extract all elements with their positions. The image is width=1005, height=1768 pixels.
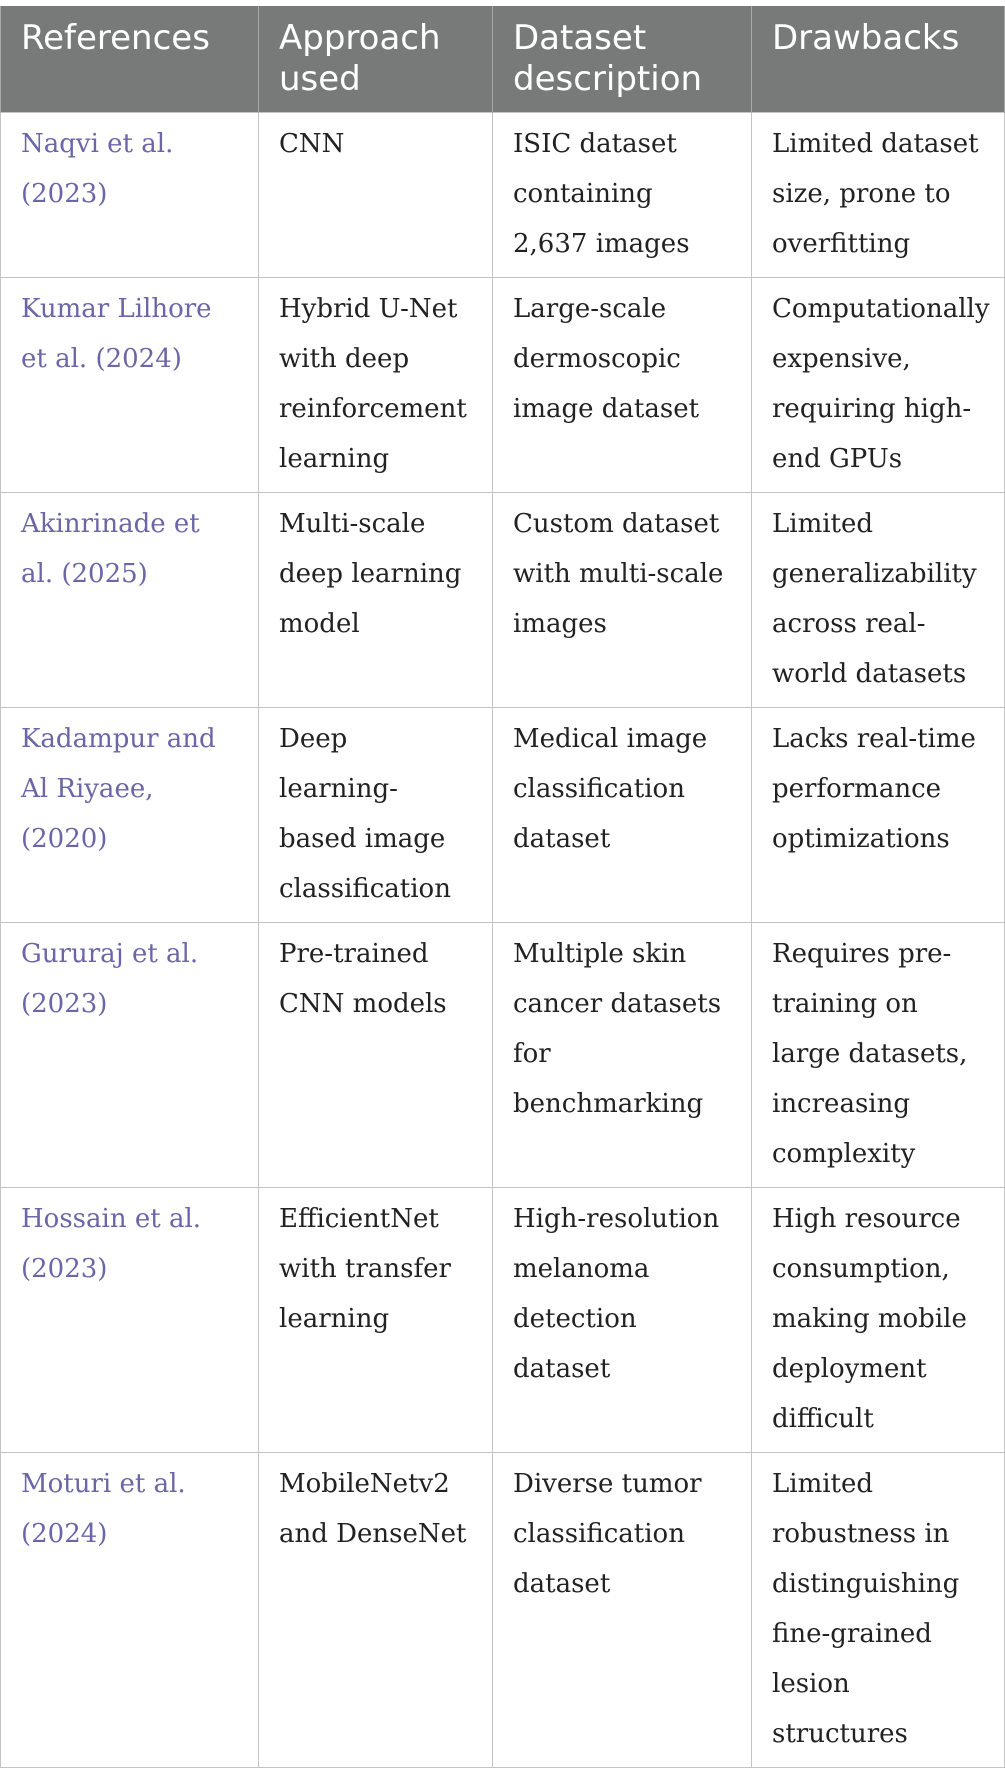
drawbacks-cell: Lacks real-time performance optimizations	[752, 708, 1005, 923]
drawbacks-cell: Limited generalizability across real-world datasets	[752, 493, 1005, 708]
drawbacks-cell: Requires pre-training on large datasets, increasing complexity	[752, 923, 1005, 1188]
reference-link[interactable]: Kadampur and Al Riyaee, (2020)	[1, 708, 259, 923]
table-header-row	[1, 6, 1005, 113]
reference-link[interactable]: Gururaj et al. (2023)	[1, 923, 259, 1188]
table-row	[1, 278, 1005, 493]
reference-link[interactable]: Naqvi et al. (2023)	[1, 113, 259, 278]
approach-cell: Pre-trained CNN models	[259, 923, 493, 1188]
header-references: References	[1, 6, 259, 113]
table-row	[1, 1188, 1005, 1453]
table-row	[1, 923, 1005, 1188]
dataset-cell: Large-scale dermoscopic image dataset	[493, 278, 752, 493]
header-approach: Approach used	[259, 6, 493, 113]
header-dataset: Dataset description	[493, 6, 752, 113]
table-row	[1, 493, 1005, 708]
drawbacks-cell: Computationally expensive, requiring high-end GPUs	[752, 278, 1005, 493]
reference-link[interactable]: Moturi et al. (2024)	[1, 1453, 259, 1768]
approach-cell: CNN	[259, 113, 493, 278]
approach-cell: Multi-scale deep learning model	[259, 493, 493, 708]
comparison-table	[0, 6, 1005, 1768]
approach-cell: Deep learning-based image classification	[259, 708, 493, 923]
table-row	[1, 1453, 1005, 1768]
drawbacks-cell: Limited dataset size, prone to overfitting	[752, 113, 1005, 278]
header-drawbacks: Drawbacks	[752, 6, 1005, 113]
comparison-table-container	[0, 6, 1004, 1768]
approach-cell: Hybrid U-Net with deep reinforcement learning	[259, 278, 493, 493]
dataset-cell: High-resolution melanoma detection dataset	[493, 1188, 752, 1453]
drawbacks-cell: Limited robustness in distinguishing fine-grained lesion structures	[752, 1453, 1005, 1768]
reference-link[interactable]: Kumar Lilhore et al. (2024)	[1, 278, 259, 493]
dataset-cell: Custom dataset with multi-scale images	[493, 493, 752, 708]
approach-cell: MobileNetv2 and DenseNet	[259, 1453, 493, 1768]
drawbacks-cell: High resource consumption, making mobile deployment difficult	[752, 1188, 1005, 1453]
dataset-cell: Medical image classification dataset	[493, 708, 752, 923]
dataset-cell: Diverse tumor classification dataset	[493, 1453, 752, 1768]
table-row	[1, 708, 1005, 923]
reference-link[interactable]: Hossain et al. (2023)	[1, 1188, 259, 1453]
approach-cell: EfficientNet with transfer learning	[259, 1188, 493, 1453]
dataset-cell: Multiple skin cancer datasets for benchmarking	[493, 923, 752, 1188]
dataset-cell: ISIC dataset containing 2,637 images	[493, 113, 752, 278]
table-row	[1, 113, 1005, 278]
reference-link[interactable]: Akinrinade et al. (2025)	[1, 493, 259, 708]
